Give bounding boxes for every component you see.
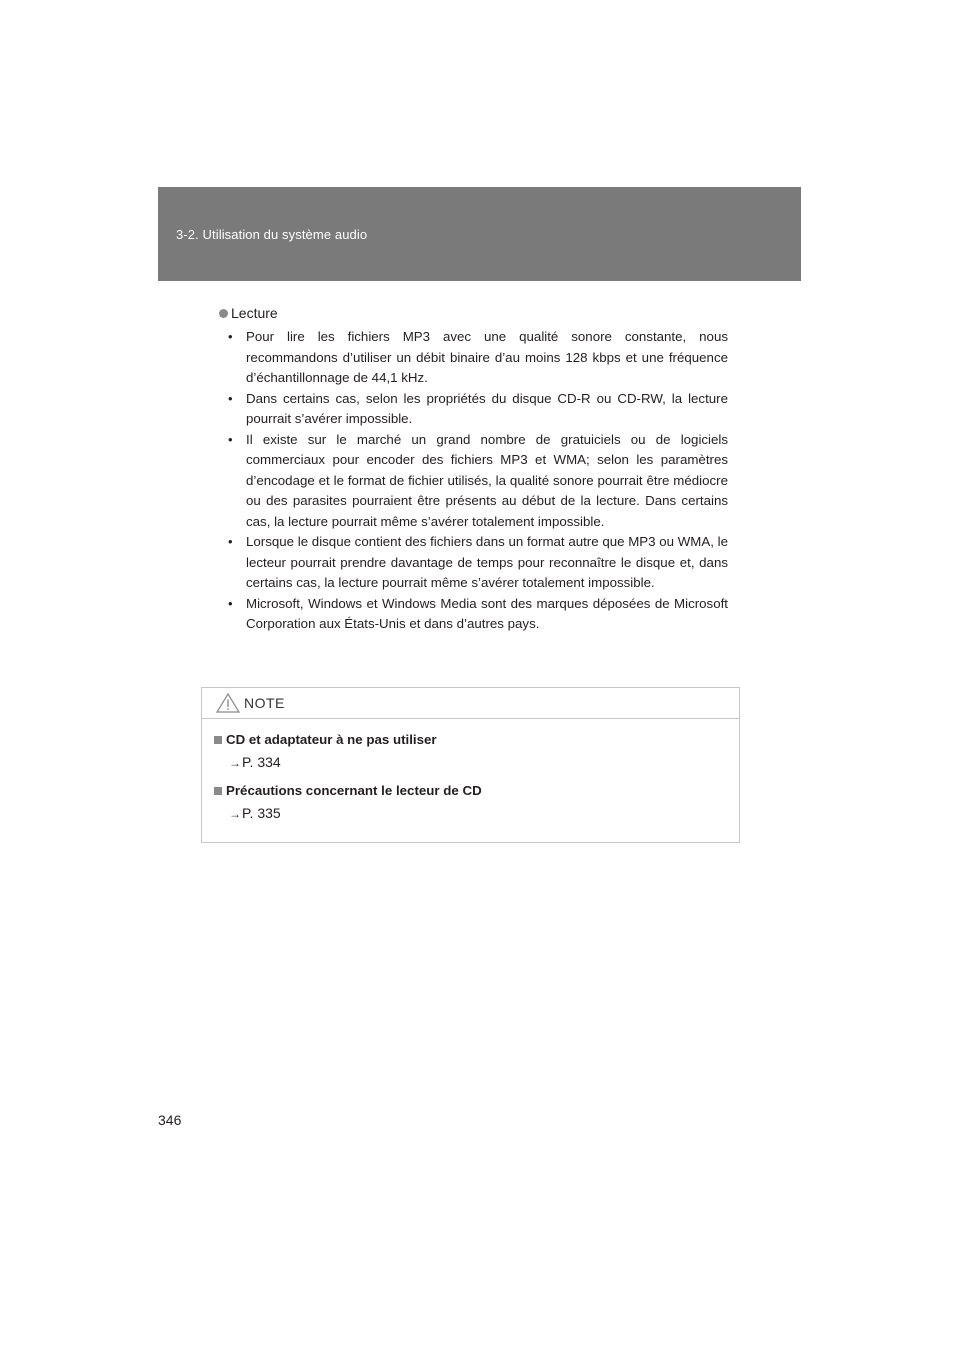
page-reference-text: P. 335 xyxy=(242,805,281,821)
bullet-dot-icon: • xyxy=(228,431,233,447)
note-header xyxy=(202,688,739,719)
list-item xyxy=(200,532,730,594)
list-item-text: Pour lire les fichiers MP3 avec une qualité sonore constante, nous recommandons d’utiliser un débit binaire d’au moins 128 kbps et une fréquence d’échantillonnage de 44,1 kHz. xyxy=(246,329,728,385)
bullet-dot-icon: • xyxy=(228,390,233,406)
page-reference-link[interactable] xyxy=(229,754,437,770)
main-content xyxy=(200,305,730,635)
page-number: 346 xyxy=(158,1112,182,1128)
bullet-dot-icon: • xyxy=(228,595,233,611)
bullet-list xyxy=(200,327,730,635)
note-item xyxy=(214,732,437,770)
bullet-dot-icon: • xyxy=(228,534,233,549)
bullet-dot-icon: • xyxy=(228,329,233,344)
section-header-bar xyxy=(158,187,801,281)
note-item xyxy=(214,783,482,821)
note-item-title: CD et adaptateur à ne pas utiliser xyxy=(226,732,437,747)
warning-triangle-icon xyxy=(216,693,240,713)
section-title: Lecture xyxy=(231,305,278,321)
note-label: NOTE xyxy=(244,695,285,711)
list-item xyxy=(200,389,730,430)
note-item-title: Précautions concernant le lecteur de CD xyxy=(226,783,482,798)
list-item-text: Microsoft, Windows et Windows Media sont des marques déposées de Microsoft Corporation aux États-Unis et dans d’autres pays. xyxy=(246,595,728,631)
list-item-text: Lorsque le disque contient des fichiers dans un format autre que MP3 ou WMA, le lecteur pourrait prendre davantage de temps pour reconnaître le disque et, dans certains cas, la lecture pourrait même s’avérer totalement impossible. xyxy=(246,534,728,590)
arrow-right-icon: → xyxy=(229,807,241,821)
section-header-title: 3-2. Utilisation du système audio xyxy=(176,227,368,242)
page-reference-link[interactable] xyxy=(229,805,482,821)
note-item-heading xyxy=(214,732,437,747)
page-reference-text: P. 334 xyxy=(242,754,281,770)
circle-bullet-icon xyxy=(219,309,228,318)
list-item xyxy=(200,327,730,389)
square-bullet-icon xyxy=(214,736,222,744)
square-bullet-icon xyxy=(214,787,222,795)
note-box xyxy=(201,687,740,843)
section-heading xyxy=(219,305,730,321)
list-item xyxy=(200,594,730,635)
list-item-text: Il existe sur le marché un grand nombre de gratuiciels ou de logiciels commerciaux pour encoder des fichiers MP3 et WMA; selon les paramètres d’encodage et le format de fichier utilisés, la qualité sonore pourrait être médiocre ou des parasites pourraient être présents au début de la lecture. Dans certains cas, la lecture pourrait même s’avérer totalement impossible. xyxy=(246,431,728,529)
list-item-text: Dans certains cas, selon les propriétés du disque CD-R ou CD-RW, la lecture pourrait s’avérer impossible. xyxy=(246,390,728,426)
list-item xyxy=(200,430,730,533)
arrow-right-icon: → xyxy=(229,756,241,770)
note-item-heading xyxy=(214,783,482,798)
